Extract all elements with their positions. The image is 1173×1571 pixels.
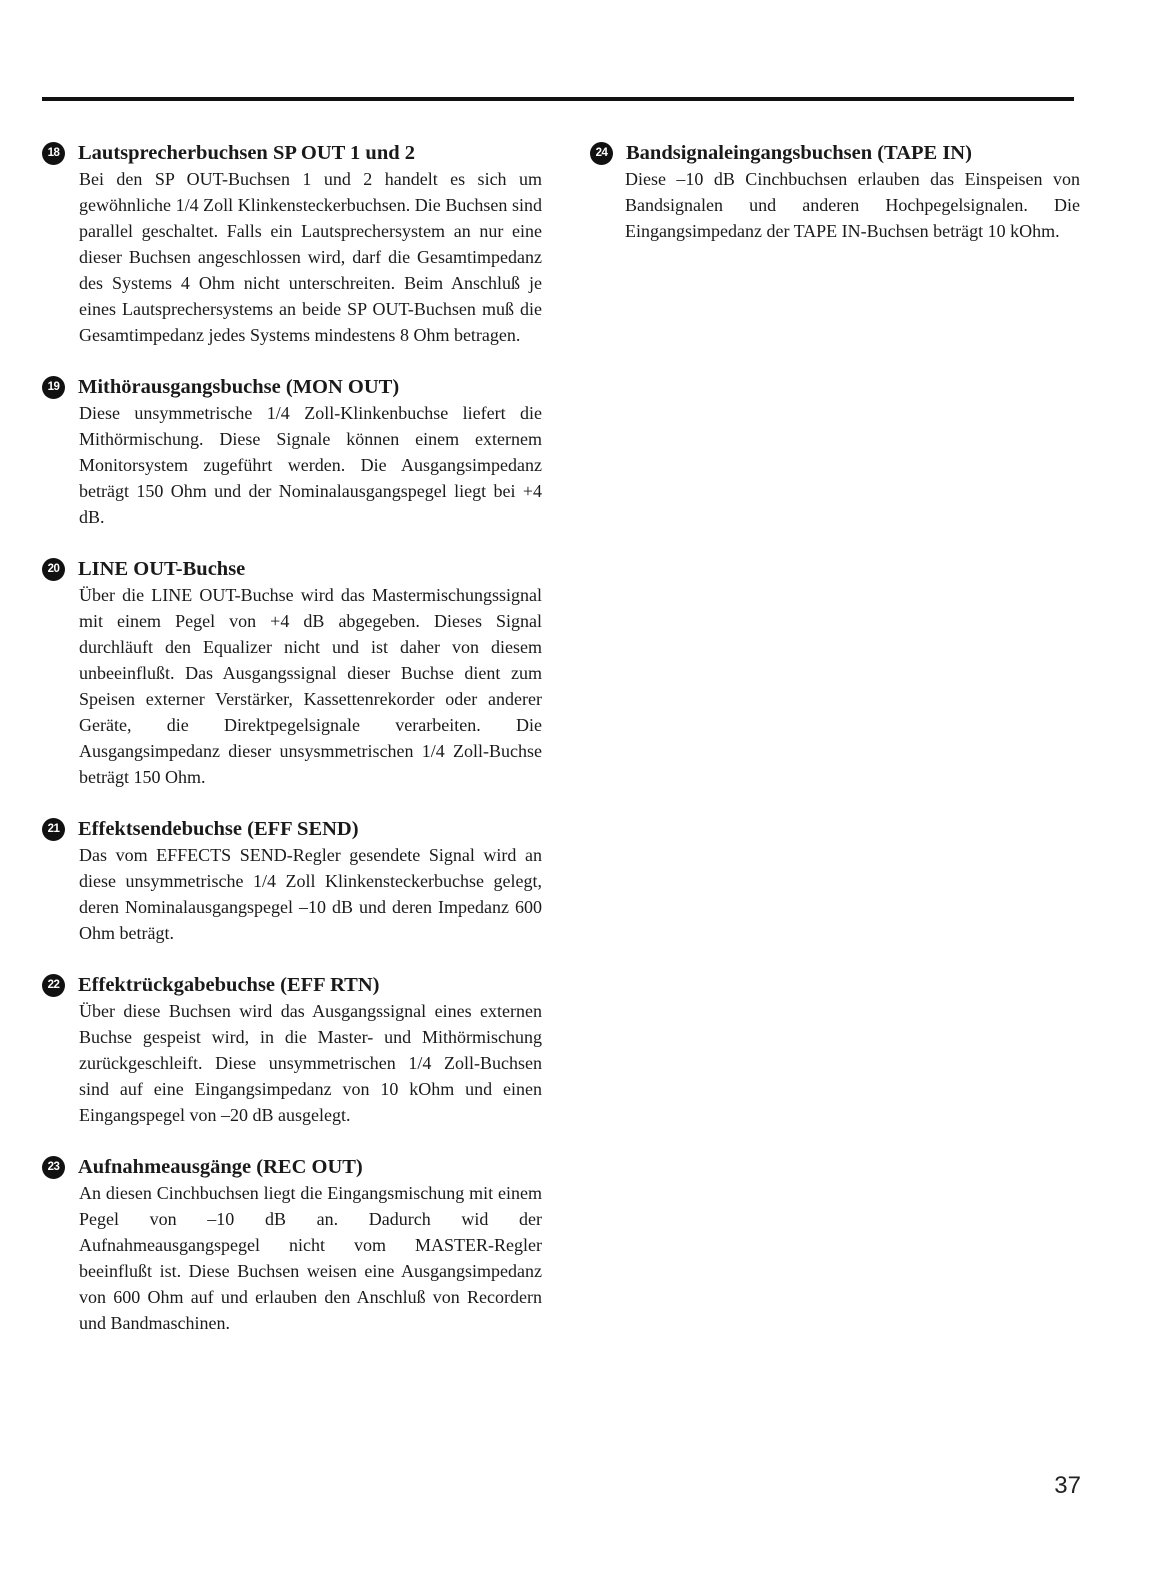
section-title: Effektrückgabebuchse (EFF RTN) (78, 974, 380, 996)
section-body: Über diese Buchsen wird das Ausgangssignal eines externen Buchse gespeist wird, in die Master- und Mithörmischung zurückgeschleift. Diese unsymmetrischen 1/4 Zoll-Buchsen sind auf eine Eingangsimpedanz von 10 kOhm und einen Eingangspegel von –20 dB ausgelegt. (79, 1001, 542, 1125)
section-body: Bei den SP OUT-Buchsen 1 und 2 handelt es sich um gewöhnliche 1/4 Zoll Klinkensteckerbuchsen. Die Buchsen sind parallel geschaltet. Falls ein Lautsprechersystem an nur eine dieser Buchsen angeschlossen wird, darf die Gesamtimpedanz des Systems 4 Ohm nicht unterschreiten. Beim Anschluß je eines Lautsprechersystems an beide SP OUT-Buchsen muß die Gesamtimpedanz jedes Systems mindestens 8 Ohm betragen. (79, 169, 542, 345)
left-column (42, 140, 542, 1362)
section-heading (42, 556, 542, 582)
section-eff-rtn (42, 972, 542, 1128)
section-title: Aufnahmeausgänge (REC OUT) (78, 1156, 363, 1178)
section-title: LINE OUT-Buchse (78, 558, 246, 580)
section-heading (42, 816, 542, 842)
item-number-badge: 18 (42, 142, 65, 165)
section-heading (42, 374, 542, 400)
section-sp-out (42, 140, 542, 348)
section-mon-out (42, 374, 542, 530)
section-heading (42, 1154, 542, 1180)
section-heading (590, 140, 1080, 166)
section-body: Diese unsymmetrische 1/4 Zoll-Klinkenbuchse liefert die Mithörmischung. Diese Signale können einem externem Monitorsystem zugeführt werden. Die Ausgangsimpedanz beträgt 150 Ohm und der Nominalausgangspegel liegt bei +4 dB. (79, 403, 542, 527)
section-line-out (42, 556, 542, 790)
item-number-badge: 19 (42, 376, 65, 399)
section-rec-out (42, 1154, 542, 1336)
section-heading (42, 972, 542, 998)
section-body: Das vom EFFECTS SEND-Regler gesendete Signal wird an diese unsymmetrische 1/4 Zoll Klinkensteckerbuchse gelegt, deren Nominalausgangspegel –10 dB und deren Impedanz 600 Ohm beträgt. (79, 845, 542, 943)
item-number-badge: 22 (42, 974, 65, 997)
item-number-badge: 20 (42, 558, 65, 581)
section-body: Diese –10 dB Cinchbuchsen erlauben das Einspeisen von Bandsignalen und anderen Hochpegelsignalen. Die Eingangsimpedanz der TAPE IN-Buchsen beträgt 10 kOhm. (625, 169, 1080, 241)
item-number-badge: 21 (42, 818, 65, 841)
section-eff-send (42, 816, 542, 946)
item-number-badge: 23 (42, 1156, 65, 1179)
section-title: Effektsendebuchse (EFF SEND) (78, 818, 359, 840)
item-number-badge: 24 (590, 142, 613, 165)
section-heading (42, 140, 542, 166)
top-rule (42, 97, 1074, 101)
page-number: 37 (1054, 1472, 1081, 1499)
section-body: Über die LINE OUT-Buchse wird das Mastermischungssignal mit einem Pegel von +4 dB abgegeben. Dieses Signal durchläuft den Equalizer nicht und ist daher von diesem unbeeinflußt. Das Ausgangssignal dieser Buchse dient zum Speisen externer Verstärker, Kassettenrekorder oder anderer Geräte, die Direktpegelsignale verarbeiten. Die Ausgangsimpedanz dieser unsysmmetrischen 1/4 Zoll-Buchse beträgt 150 Ohm. (79, 585, 542, 787)
right-column (590, 140, 1080, 270)
section-title: Bandsignaleingangsbuchsen (TAPE IN) (626, 142, 972, 164)
section-title: Mithörausgangsbuchse (MON OUT) (78, 376, 400, 398)
section-tape-in (590, 140, 1080, 244)
section-body: An diesen Cinchbuchsen liegt die Eingangsmischung mit einem Pegel von –10 dB an. Dadurch wid der Aufnahmeausgangspegel nicht vom MASTER-Regler beeinflußt ist. Diese Buchsen weisen eine Ausgangsimpedanz von 600 Ohm auf und erlauben den Anschluß von Recordern und Bandmaschinen. (79, 1183, 542, 1333)
section-title: Lautsprecherbuchsen SP OUT 1 und 2 (78, 142, 416, 164)
